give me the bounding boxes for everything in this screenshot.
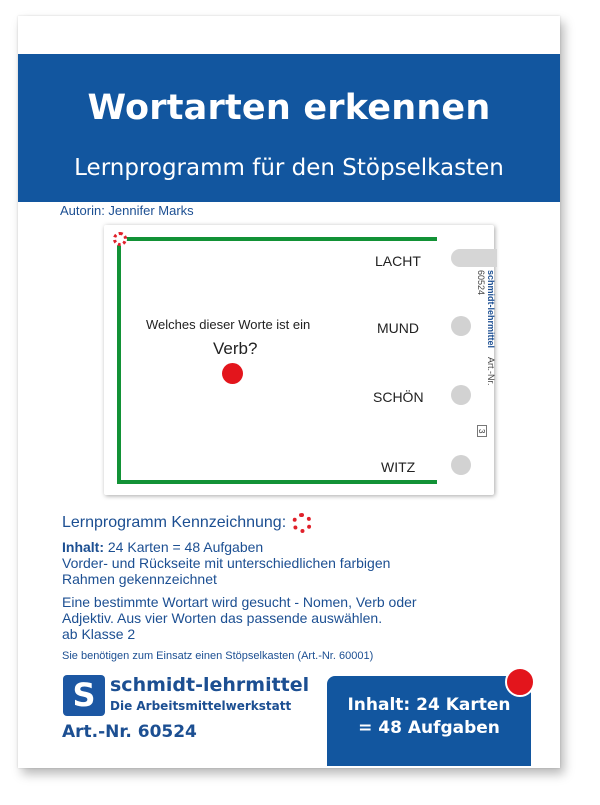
answer-1: LACHT — [375, 253, 421, 269]
card-art-nr: Art.-Nr. 60524 — [476, 270, 496, 386]
product-title: Wortarten erkennen — [87, 88, 491, 128]
answer-hole-2 — [451, 316, 471, 336]
product-subtitle: Lernprogramm für den Stöpselkasten — [74, 155, 504, 181]
info-line-2: Rahmen gekennzeichnet — [62, 571, 217, 587]
card-tab — [451, 249, 497, 267]
title-banner — [18, 54, 560, 202]
card-frame-top — [117, 237, 437, 241]
content-line-2: = 48 Aufgaben — [358, 718, 500, 738]
info-inhalt — [62, 539, 263, 555]
content-badge — [327, 676, 531, 766]
kennzeichnung-line — [62, 513, 312, 533]
logo-icon: S — [63, 675, 105, 716]
red-dot-icon — [505, 667, 535, 697]
card-marker-icon — [113, 232, 127, 246]
info-line-1: Vorder- und Rückseite mit unterschiedlichen farbigen — [62, 555, 391, 571]
requirement-note: Sie benötigen zum Einsatz einen Stöpselkasten (Art.-Nr. 60001) — [62, 650, 374, 662]
red-ring-icon — [292, 513, 312, 533]
inhalt-label: Inhalt: — [62, 539, 104, 555]
inhalt-text: 24 Karten = 48 Aufgaben — [107, 539, 264, 555]
card-brand-vertical — [470, 270, 496, 390]
logo-name: schmidt-lehrmittel — [110, 674, 310, 696]
info-line-3: Eine bestimmte Wortart wird gesucht - Nomen, Verb oder — [62, 594, 417, 610]
author-line: Autorin: Jennifer Marks — [60, 203, 194, 218]
article-number: Art.-Nr. 60524 — [62, 722, 197, 742]
answer-hole-4 — [451, 455, 471, 475]
answer-3: SCHÖN — [373, 389, 424, 405]
card-frame-left — [117, 237, 121, 484]
answer-2: MUND — [377, 320, 419, 336]
card-question: Welches dieser Worte ist ein — [146, 317, 311, 332]
kennzeichnung-label: Lernprogramm Kennzeichnung: — [62, 514, 287, 531]
logo-tagline: Die Arbeitsmittelwerkstatt — [110, 699, 292, 713]
content-line-1: Inhalt: 24 Karten — [347, 695, 511, 715]
card-frame-bottom — [117, 480, 437, 484]
answer-4: WITZ — [381, 459, 416, 475]
question-hole-red — [222, 363, 243, 384]
sample-card — [104, 225, 494, 495]
answer-hole-3 — [451, 385, 471, 405]
info-line-5: ab Klasse 2 — [62, 626, 136, 642]
card-number: 3 — [477, 425, 487, 437]
info-line-4: Adjektiv. Aus vier Worten das passende auswählen. — [62, 610, 383, 626]
card-question-word: Verb? — [213, 339, 258, 358]
card-brand: schmidt-lehrmittel — [486, 270, 496, 349]
